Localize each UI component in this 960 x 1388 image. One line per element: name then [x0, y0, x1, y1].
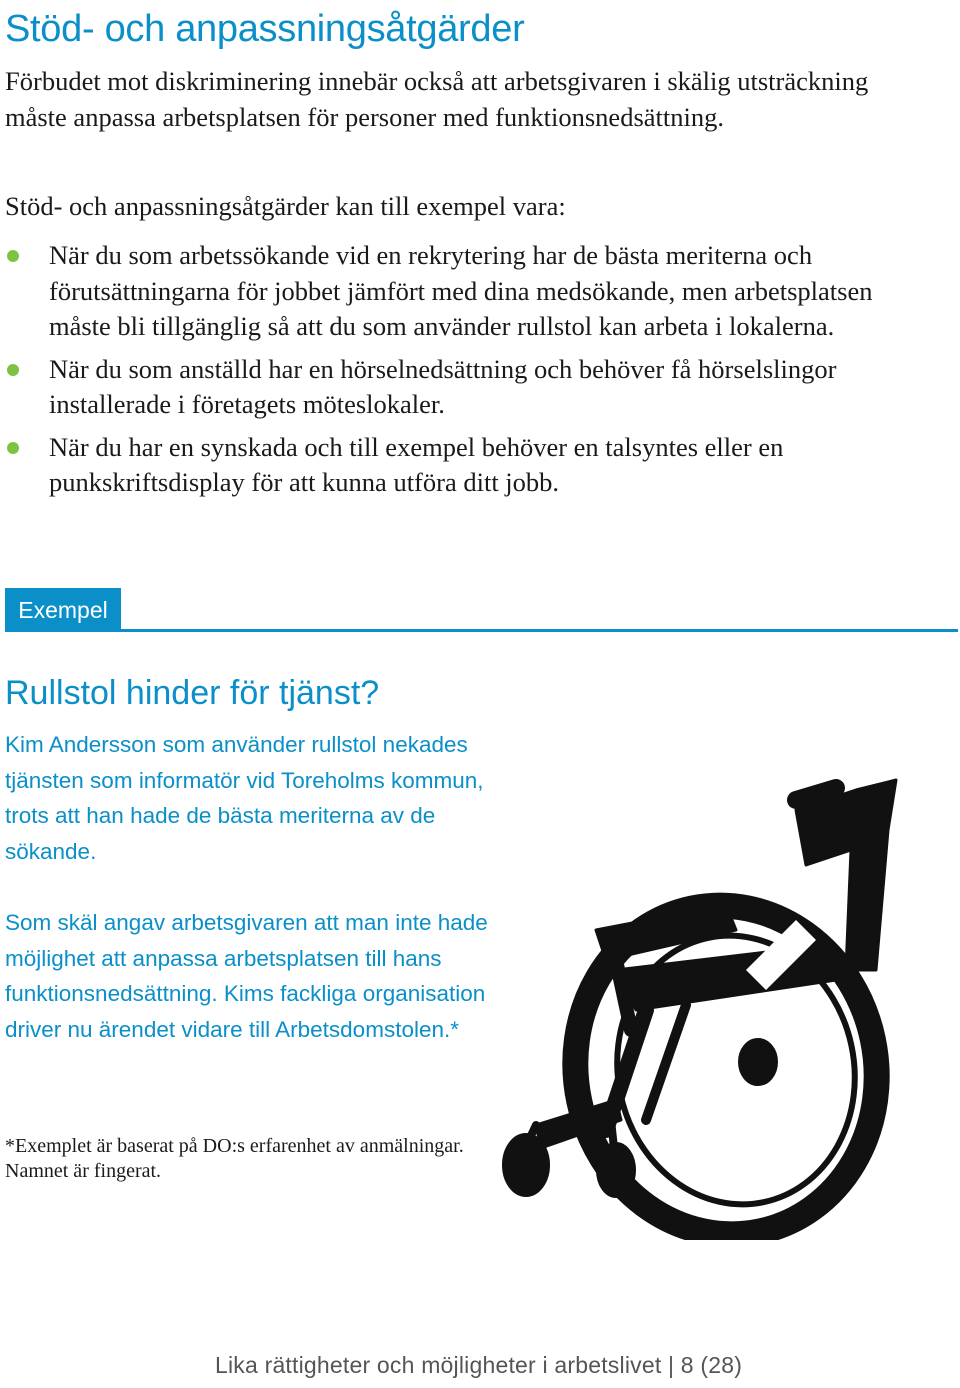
- list-item: [5, 352, 905, 423]
- footnote: *Exemplet är baserat på DO:s erfarenhet av anmälningar. Namnet är fingerat.: [5, 1135, 464, 1182]
- wheelchair-icon: [496, 770, 946, 1240]
- list-item-text: När du som arbetssökande vid en rekrytering har de bästa meriterna och förutsättningarna för jobbet jämfört med dina medsökande, men arbetsplatsen måste bli tillgänglig så att du som använder rullstol kan arbeta i lokalerna.: [49, 240, 873, 341]
- example-tab-label: Exempel: [5, 588, 121, 632]
- case-paragraph-2: Som skäl angav arbetsgivaren att man inte hade möjlighet att anpassa arbetsplatsen till hans funktionsnedsättning. Kims fackliga organisation driver nu ärendet vidare till Arbetsdomstolen.*: [5, 910, 488, 1042]
- bullet-dot-icon: [7, 442, 19, 454]
- bullet-dot-icon: [7, 250, 19, 262]
- intro-paragraph: Förbudet mot diskriminering innebär också att arbetsgivaren i skälig utsträckning måste anpassa arbetsplatsen för personer med funktionsnedsättning.: [5, 66, 869, 132]
- case-paragraph-1: Kim Andersson som använder rullstol nekades tjänsten som informatör vid Toreholms kommun, trots att han hade de bästa meriterna av de sökande.: [5, 732, 484, 864]
- list-item-text: När du som anställd har en hörselnedsättning och behöver få hörselslingor installerade i företagets möteslokaler.: [49, 353, 837, 419]
- lead-paragraph: Stöd- och anpassningsåtgärder kan till exempel vara:: [5, 191, 566, 221]
- list-item: [5, 430, 905, 501]
- page-footer: Lika rättigheter och möjligheter i arbetslivet | 8 (28): [215, 1352, 743, 1378]
- bullet-dot-icon: [7, 364, 19, 376]
- page-title: Stöd- och anpassningsåtgärder: [5, 8, 525, 50]
- example-section-header: [5, 588, 958, 632]
- list-item-text: När du har en synskada och till exempel behöver en talsyntes eller en punkskriftsdisplay för att kunna utföra ditt jobb.: [49, 431, 784, 497]
- example-list: [5, 238, 905, 508]
- section-divider: [121, 629, 958, 632]
- list-item: [5, 238, 905, 345]
- case-title: Rullstol hinder för tjänst?: [5, 674, 380, 712]
